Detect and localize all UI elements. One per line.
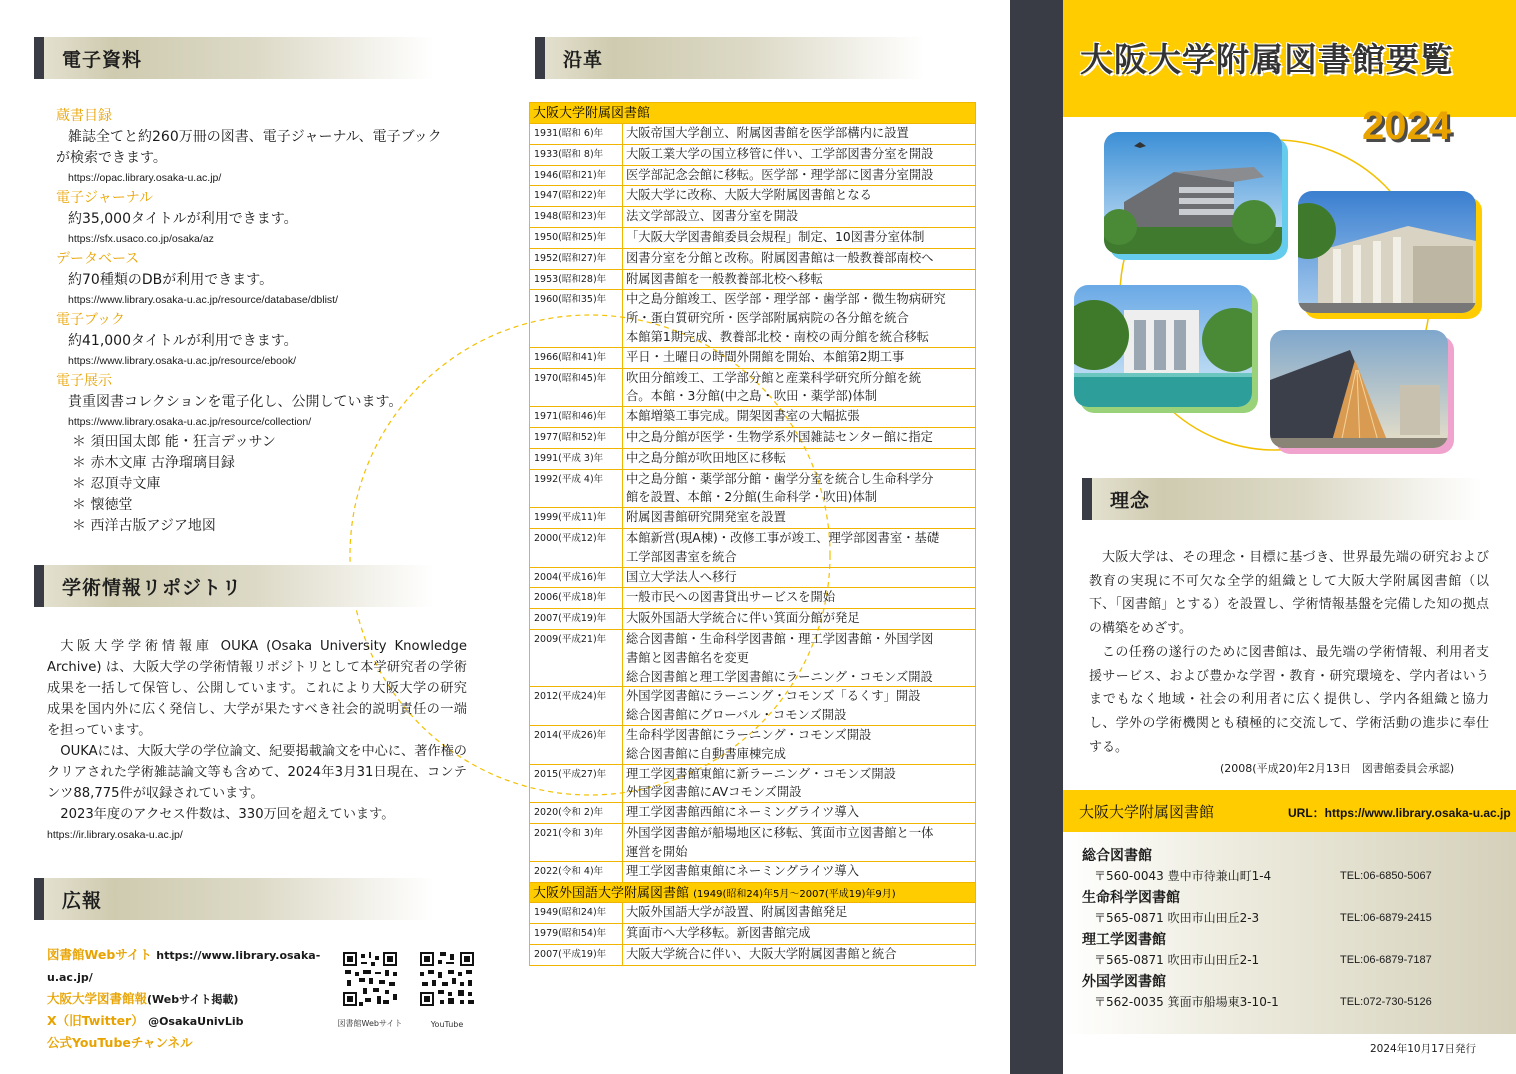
table-row xyxy=(530,824,975,863)
history-event: 大阪工業大学の国立移管に伴い、工学部図書分室を開設 xyxy=(626,146,934,161)
table-row xyxy=(530,470,975,509)
er-url[interactable]: https://www.library.osaka-u.ac.jp/resource/collection/ xyxy=(68,416,312,428)
table-row xyxy=(530,588,975,609)
history-event: 中之島分館が吹田地区に移転 xyxy=(626,450,786,465)
table-row xyxy=(530,145,975,166)
repository-text: 大阪大学学術情報庫 OUKA (Osaka University Knowledge Archive) は、大阪大学の学術情報リポジトリとして本学研究者の学術成果を一括して保管し、公開しています。これにより大阪大学の研究成果を国内外に広く発信し、大学が果たすべき社会的説明責任の一端を担っています。 OUKAには、大阪大学の学位論文、紀要掲載論文を中心に、著作権のクリアされた学術雑誌論文等も含めて、2024年3月31日現在、コンテンツ88,775件が収録されています。 2023年度のアクセス件数は、330万回を超えています。 https://ir.library.osaka-u.ac.jp/ xyxy=(47,636,467,846)
qr-code-youtube[interactable] xyxy=(418,950,476,1008)
history-year: 1950(昭和25)年 xyxy=(530,228,623,248)
table-row xyxy=(530,428,975,449)
history-year: 1931(昭和 6)年 xyxy=(530,124,623,144)
history-section-title: 大阪大学附属図書館 xyxy=(530,103,975,124)
history-event: 図書分室を分館と改称。附属図書館は一般教養部南校へ xyxy=(626,250,934,265)
history-event: 大阪大学に改称、大阪大学附属図書館となる xyxy=(626,188,872,203)
history-event: 国立大学法人へ移行 xyxy=(626,569,737,584)
branch-entry: 外国学図書館 〒562-0035 箕面市船場東3-10-1 TEL:072-730-5126 xyxy=(1082,974,1432,1009)
history-year: 2004(平成16)年 xyxy=(530,568,623,588)
x-link[interactable]: X（旧Twitter） xyxy=(47,1013,144,1028)
library-photo-2 xyxy=(1298,191,1476,313)
history-event: 理工学図書館東館に新ラーニング・コモンズ開設 外国学図書館にAVコモンズ開設 xyxy=(626,766,896,800)
library-photo-2-image xyxy=(1298,191,1476,313)
table-row xyxy=(530,124,975,145)
list-item: 蔵書目録 雑誌全てと約260万冊の図書、電子ジャーナル、電子ブック が検索できます。 https://opac.library.osaka-u.ac.jp/ xyxy=(56,106,476,188)
history-year: 2007(平成19)年 xyxy=(530,609,623,629)
history-event: 大阪外国語大学が設置、附属図書館発足 xyxy=(626,905,848,920)
er-url[interactable]: https://sfx.usaco.co.jp/osaka/az xyxy=(68,233,214,245)
history-year: 1970(昭和45)年 xyxy=(530,369,623,407)
history-event: 医学部記念会館に移転。医学部・理学部に図書分室開設 xyxy=(626,167,934,182)
table-row xyxy=(530,290,975,347)
history-section-title: 大阪外国語大学附属図書館 (1949(昭和24)年5月～2007(平成19)年9月) xyxy=(530,882,975,903)
table-row xyxy=(530,803,975,824)
library-photo-4-image xyxy=(1270,330,1448,448)
collection-item: ＊ 懐徳堂 xyxy=(72,497,133,513)
er-category[interactable]: 電子ブック xyxy=(56,312,126,328)
branch-entry: 理工学図書館 〒565-0871 吹田市山田丘2-1 TEL:06-6879-7187 xyxy=(1082,932,1432,967)
history-event: 平日・土曜日の時間外開館を開始、本館第2期工事 xyxy=(626,349,905,364)
table-row xyxy=(530,228,975,249)
list-item: データベース 約70種類のDBが利用できます。 https://www.library.osaka-u.ac.jp/resource/database/dblist/ xyxy=(56,249,476,310)
history-event: 「大阪大学図書館委員会規程」制定、10図書分室体制 xyxy=(626,229,925,244)
issue-date: 2024年10月17日発行 xyxy=(1370,1043,1476,1055)
branch-entry: 生命科学図書館 〒565-0871 吹田市山田丘2-3 TEL:06-6879-2415 xyxy=(1082,890,1432,925)
table-row xyxy=(530,186,975,207)
er-category[interactable]: 電子展示 xyxy=(56,373,112,389)
history-year: 1947(昭和22)年 xyxy=(530,186,623,206)
history-event: 吹田分館竣工、工学部分館と産業科学研究所分館を統 合。本館・3分館(中之島・吹田・薬学部)体制 xyxy=(626,370,922,404)
table-row xyxy=(530,449,975,470)
collection-item: ＊ 西洋古版アジア地図 xyxy=(72,518,216,534)
pr-links: 図書館Webサイト https://www.library.osaka-u.ac.jp/ 大阪大学図書館報(Webサイト掲載) X（旧Twitter） @OsakaUnivLib 公式YouTubeチャンネル xyxy=(47,947,321,1050)
er-category[interactable]: データベース xyxy=(56,251,140,267)
library-photo-3-image xyxy=(1074,285,1252,407)
table-row xyxy=(530,903,975,924)
history-year: 2020(令和 2)年 xyxy=(530,803,623,823)
site-link[interactable]: 図書館Webサイト xyxy=(47,947,152,962)
history-year: 1992(平成 4)年 xyxy=(530,470,623,508)
library-photo-1 xyxy=(1104,132,1282,254)
collection-item: ＊ 須田国太郎 能・狂言デッサン xyxy=(72,434,276,450)
library-photo-3 xyxy=(1074,285,1252,407)
table-row xyxy=(530,945,975,965)
table-row xyxy=(530,726,975,765)
table-row xyxy=(530,166,975,187)
history-event: 大阪外国語大学統合に伴い箕面分館が発足 xyxy=(626,611,860,626)
history-year: 2012(平成24)年 xyxy=(530,687,623,725)
table-row xyxy=(530,249,975,270)
philosophy-approval: (2008(平成20)年2月13日 図書館委員会承認) xyxy=(1220,762,1455,775)
pr-heading: 広報 xyxy=(34,878,434,920)
library-photo-1-image xyxy=(1104,132,1282,254)
news-link[interactable]: 大阪大学図書館報 xyxy=(47,991,148,1006)
history-year: 2000(平成12)年 xyxy=(530,529,623,567)
list-item: 電子展示 貴重図書コレクションを電子化し、公開しています。 https://www.library.osaka-u.ac.jp/resource/collection/ xyxy=(56,371,476,432)
history-year: 1933(昭和 8)年 xyxy=(530,145,623,165)
history-year: 1960(昭和35)年 xyxy=(530,290,623,346)
history-year: 2015(平成27)年 xyxy=(530,765,623,803)
library-url[interactable]: URL：https://www.library.osaka-u.ac.jp xyxy=(1288,806,1511,820)
history-event: 中之島分館・薬学部分館・歯学分室を統合し生命科学分 館を設置、本館・2分館(生命科学・吹田)体制 xyxy=(626,471,934,505)
history-event: 理工学図書館西館にネーミングライツ導入 xyxy=(626,805,860,820)
qr-caption-website: 図書館Webサイト xyxy=(337,1019,403,1028)
history-event: 一般市民への図書貸出サービスを開始 xyxy=(626,590,836,605)
history-year: 1991(平成 3)年 xyxy=(530,449,623,469)
electronic-heading: 電子資料 xyxy=(34,37,434,79)
table-row xyxy=(530,687,975,726)
history-event: 大阪帝国大学創立、附属図書館を医学部構内に設置 xyxy=(626,126,909,140)
history-event: 附属図書館研究開発室を設置 xyxy=(626,510,786,525)
history-year: 2007(平成19)年 xyxy=(530,945,623,965)
table-row xyxy=(530,529,975,568)
er-category[interactable]: 電子ジャーナル xyxy=(56,190,154,206)
history-heading: 沿革 xyxy=(535,37,925,79)
table-row xyxy=(530,630,975,687)
table-row xyxy=(530,765,975,804)
philosophy-heading: 理念 xyxy=(1082,478,1482,520)
history-year: 1949(昭和24)年 xyxy=(530,903,623,923)
main-title: 大阪大学附属図書館要覧 xyxy=(1080,40,1454,79)
x-handle[interactable]: @OsakaUnivLib xyxy=(148,1015,244,1028)
table-row xyxy=(530,270,975,291)
collection-item: ＊ 赤木文庫 古浄瑠璃目録 xyxy=(72,455,235,471)
er-url[interactable]: https://www.library.osaka-u.ac.jp/resource/ebook/ xyxy=(68,355,296,367)
table-row xyxy=(530,568,975,589)
history-year: 2014(平成26)年 xyxy=(530,726,623,764)
repository-heading: 学術情報リポジトリ xyxy=(34,565,434,607)
history-year: 1999(平成11)年 xyxy=(530,508,623,528)
history-year: 1953(昭和28)年 xyxy=(530,270,623,290)
qr-code-website[interactable] xyxy=(341,950,399,1008)
history-event: 附属図書館を一般教養部北校へ移転 xyxy=(626,271,823,286)
history-table xyxy=(529,102,976,966)
history-year: 1966(昭和41)年 xyxy=(530,348,623,368)
history-year: 2006(平成18)年 xyxy=(530,588,623,608)
history-event: 総合図書館・生命科学図書館・理工学図書館・外国学図 書館と図書館名を変更 総合図書館と理工学図書館にラーニング・コモンズ開設 xyxy=(626,631,934,684)
history-rows-2 xyxy=(530,903,975,964)
history-year: 1948(昭和23)年 xyxy=(530,207,623,227)
history-event: 大阪大学統合に伴い、大阪大学附属図書館と統合 xyxy=(626,946,897,961)
history-event: 外国学図書館が船場地区に移転、箕面市立図書館と一体 運営を開始 xyxy=(626,825,934,859)
history-event: 本館新営(現A棟)・改修工事が竣工、理学部図書室・基礎 工学部図書室を統合 xyxy=(626,530,940,564)
table-row xyxy=(530,348,975,369)
youtube-link[interactable]: 公式YouTubeチャンネル xyxy=(47,1035,193,1050)
history-event: 本館増築工事完成。開架図書室の大幅拡張 xyxy=(626,409,860,424)
history-year: 1971(昭和46)年 xyxy=(530,407,623,427)
history-year: 2009(平成21)年 xyxy=(530,630,623,686)
history-rows-1 xyxy=(530,124,975,882)
er-category[interactable]: 蔵書目録 xyxy=(56,108,112,124)
history-year: 2021(令和 3)年 xyxy=(530,824,623,862)
branch-entry: 総合図書館 〒560-0043 豊中市待兼山町1-4 TEL:06-6850-5067 xyxy=(1082,848,1432,883)
qr-caption-youtube: YouTube xyxy=(430,1020,464,1029)
collection-item: ＊ 忍頂寺文庫 xyxy=(72,476,161,492)
philosophy-text: 大阪大学は、その理念・目標に基づき、世界最先端の研究および教育の実現に不可欠な全学的組織として大阪大学附属図書館（以下、「図書館」とする）を設置し、学術情報基盤を完備した知の拠点の構築をめざす。 この任務の遂行のために図書館は、最先端の学術情報、利用者支援サービス、および豊かな学習・教育・研究環境を、学内者はいうまでもなく地域・社会の利用者に広く提供し、学内各組織と協力し、学外の学術機関とも積極的に交流して、学術活動の進歩に奉仕する。 xyxy=(1089,550,1489,755)
history-event: 中之島分館が医学・生物学系外国雑誌センター館に指定 xyxy=(626,429,933,444)
er-url[interactable]: https://opac.library.osaka-u.ac.jp/ xyxy=(68,172,222,184)
history-year: 1952(昭和27)年 xyxy=(530,249,623,269)
history-year: 1946(昭和21)年 xyxy=(530,166,623,186)
er-url[interactable]: https://www.library.osaka-u.ac.jp/resource/database/dblist/ xyxy=(68,294,339,306)
dark-strip xyxy=(1010,0,1063,1074)
list-item: 電子ブック 約41,000タイトルが利用できます。 https://www.library.osaka-u.ac.jp/resource/ebook/ xyxy=(56,310,476,371)
history-event: 理工学図書館東館にネーミングライツ導入 xyxy=(626,864,860,879)
site-url[interactable]: https://www.library.osaka-u.ac.jp/ xyxy=(47,949,321,984)
list-item: 電子ジャーナル 約35,000タイトルが利用できます。 https://sfx.usaco.co.jp/osaka/az xyxy=(56,188,476,249)
repository-url[interactable]: https://ir.library.osaka-u.ac.jp/ xyxy=(47,829,183,841)
table-row xyxy=(530,508,975,529)
history-event: 中之島分館竣工、医学部・理学部・歯学部・微生物病研究 所・蛋白質研究所・医学部附属病院の各分館を統合 本館第1期完成、教養部北校・南校の両分館を統合移転 xyxy=(626,292,946,344)
history-event: 箕面市へ大学移転。新図書館完成 xyxy=(626,926,811,941)
history-event: 生命科学図書館にラーニング・コモンズ開設 総合図書館に自動書庫棟完成 xyxy=(626,727,872,761)
history-event: 外国学図書館にラーニング・コモンズ「るくす」開設 総合図書館にグローバル・コモンズ開設 xyxy=(626,689,921,723)
table-row xyxy=(530,924,975,945)
table-row xyxy=(530,407,975,428)
table-row xyxy=(530,369,975,408)
library-name: 大阪大学附属図書館 xyxy=(1079,803,1215,821)
table-row xyxy=(530,609,975,630)
table-row xyxy=(530,207,975,228)
history-event: 法文学部設立、図書分室を開設 xyxy=(626,209,799,224)
electronic-resources-list xyxy=(56,106,476,537)
library-photo-4 xyxy=(1270,330,1448,448)
table-row xyxy=(530,862,975,882)
history-year: 2022(令和 4)年 xyxy=(530,862,623,882)
history-year: 1979(昭和54)年 xyxy=(530,924,623,944)
history-year: 1977(昭和52)年 xyxy=(530,428,623,448)
cover-year: 2024 xyxy=(1362,104,1451,148)
